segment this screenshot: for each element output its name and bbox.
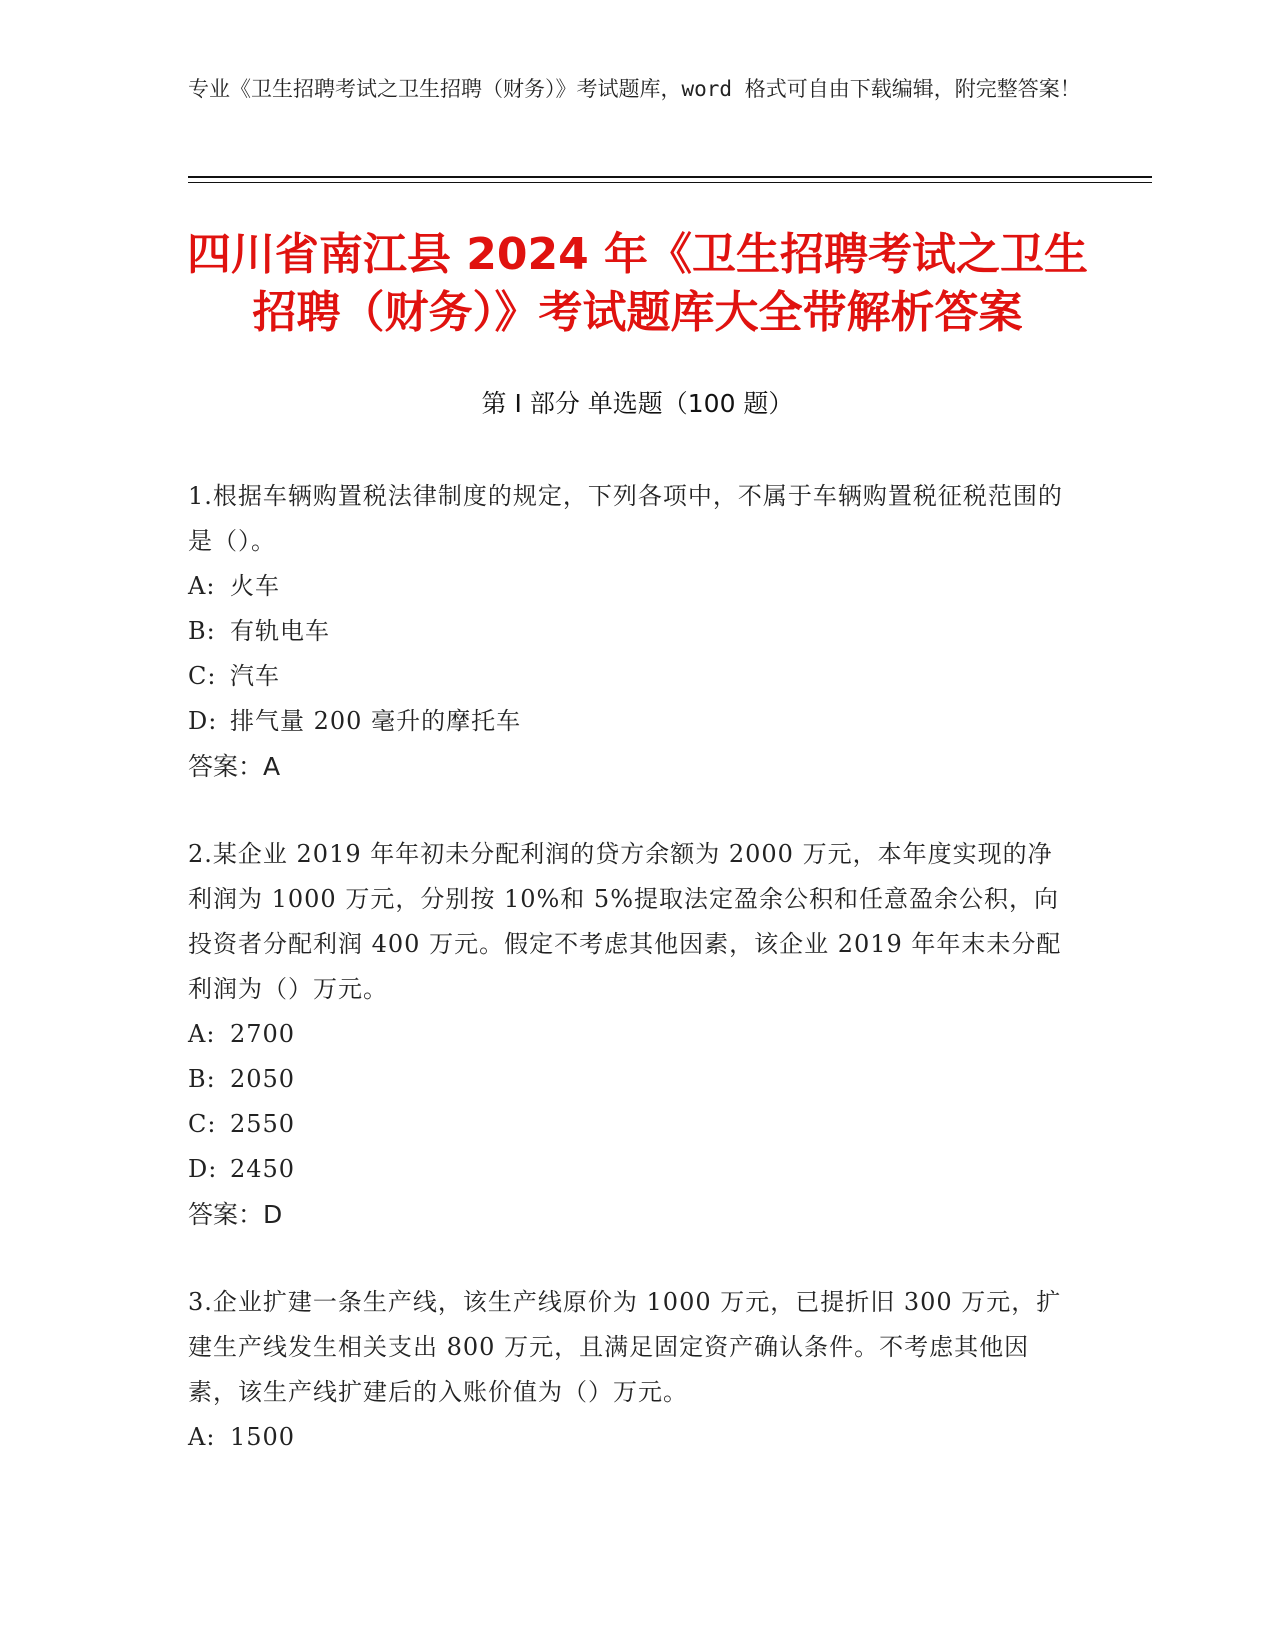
option-text: 汽车 xyxy=(230,662,280,690)
option-d xyxy=(188,699,1068,744)
option-text: 排气量 200 毫升的摩托车 xyxy=(230,707,522,735)
document-title-line-2: 招聘（财务）》考试题库大全带解析答案 xyxy=(252,287,1023,338)
option-text: 2700 xyxy=(230,1020,296,1048)
option-key: D: xyxy=(188,707,218,735)
option-c xyxy=(188,1102,1068,1147)
option-text: 1500 xyxy=(230,1423,296,1451)
header-divider-thin xyxy=(188,182,1152,183)
question-2 xyxy=(188,832,1068,1237)
option-key: D: xyxy=(188,1155,218,1183)
option-text: 2550 xyxy=(230,1110,296,1138)
header-divider-thick xyxy=(188,176,1152,178)
question-list xyxy=(188,474,1068,1503)
option-d xyxy=(188,1147,1068,1192)
document-title xyxy=(120,226,1155,342)
option-a xyxy=(188,1012,1068,1057)
option-text: 2450 xyxy=(230,1155,296,1183)
question-stem: 1.根据车辆购置税法律制度的规定，下列各项中，不属于车辆购置税征税范围的是（）。 xyxy=(188,482,1063,555)
question-stem: 3.企业扩建一条生产线，该生产线原价为 1000 万元，已提折旧 300 万元，扩建生产线发生相关支出 800 万元，且满足固定资产确认条件。不考虑其他因素，该生产线扩建后的入账价值为（）万元。 xyxy=(188,1288,1062,1406)
option-key: B: xyxy=(188,1065,216,1093)
option-c xyxy=(188,654,1068,699)
option-text: 火车 xyxy=(230,572,280,600)
document-title-line-1: 四川省南江县 2024 年《卫生招聘考试之卫生 xyxy=(186,229,1089,280)
answer: 答案：A xyxy=(188,752,281,781)
option-key: C: xyxy=(188,1110,217,1138)
option-key: B: xyxy=(188,617,216,645)
option-text: 2050 xyxy=(230,1065,296,1093)
option-key: A: xyxy=(188,1423,216,1451)
question-stem: 2.某企业 2019 年年初未分配利润的贷方余额为 2000 万元，本年度实现的净利润为 1000 万元，分别按 10%和 5%提取法定盈余公积和任意盈余公积，向投资者分配利润 400 万元。假定不考虑其他因素，该企业 2019 年年末未分配利润为（）万元。 xyxy=(188,840,1062,1003)
header-note: 专业《卫生招聘考试之卫生招聘（财务）》考试题库，word 格式可自由下载编辑，附完整答案！ xyxy=(188,77,1081,101)
option-key: A: xyxy=(188,572,216,600)
option-b xyxy=(188,609,1068,654)
option-key: A: xyxy=(188,1020,216,1048)
option-a xyxy=(188,564,1068,609)
section-title: 第 I 部分 单选题（100 题） xyxy=(481,389,794,418)
option-key: C: xyxy=(188,662,217,690)
option-b xyxy=(188,1057,1068,1102)
option-a xyxy=(188,1415,1068,1460)
question-3 xyxy=(188,1280,1068,1460)
question-1 xyxy=(188,474,1068,789)
option-text: 有轨电车 xyxy=(230,617,330,645)
answer: 答案：D xyxy=(188,1200,283,1229)
